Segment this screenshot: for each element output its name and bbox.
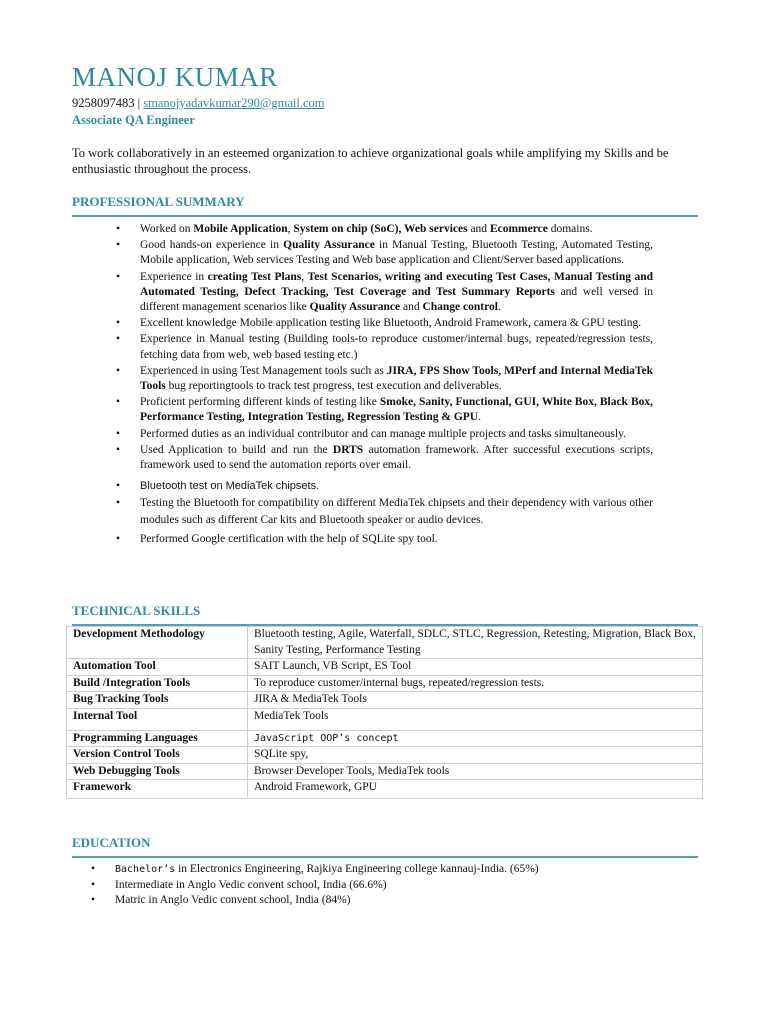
table-row [67,780,703,799]
skill-value: To reproduce customer/internal bugs, repeated/regression tests. [248,675,703,692]
bullet-icon: • [116,480,121,493]
summary-item [113,270,653,316]
text-run: , [301,270,308,283]
bullet-icon: • [116,317,121,330]
text-run: and well versed in different management scenarios like [140,285,653,314]
skills-table [66,626,703,799]
bullet-icon: • [91,878,96,891]
skill-value: JIRA & MediaTek Tools [248,692,703,709]
text-run: Ecommerce [489,223,548,235]
summary-item-text [140,238,653,268]
summary-item [113,532,653,547]
skill-value: Android Framework, GPU [248,780,703,799]
summary-item-text [140,316,653,331]
text-run: bug reportingtools to track test progress, test execution and deliverables. [165,380,502,393]
text-run: in Manual Testing, Bluetooth Testing, Automated Testing, Mobile application, Web services Testing and Web base application and Client/Server based applications. [140,239,653,267]
bullet-icon: • [91,894,96,906]
text-run: Worked on [140,223,194,235]
education-list [88,862,688,909]
summary-item-text [140,332,653,362]
skill-category: Build /Integration Tools [67,675,248,692]
text-run: Bachelor’s [115,864,176,875]
education-item-text [115,862,688,878]
section-divider [72,856,698,858]
summary-item-text [140,495,653,529]
text-run: in Electronics Engineering, Rajkiya Engineering college kannauj-India. (65%) [175,863,539,875]
text-run: DRTS [332,443,364,456]
text-run: Experience in [140,270,208,283]
text-run: Bluetooth test on MediaTek chipsets. [140,480,320,493]
summary-item-text [140,532,653,547]
text-run: Used Application to build and run the [140,443,333,456]
table-row [67,659,703,676]
summary-item-text [140,443,653,473]
education-item [88,893,688,909]
bullet-icon: • [116,333,121,346]
section-divider [72,215,698,217]
email-link[interactable]: smanojyadavkumar290@gmail.com [143,96,325,110]
summary-item-text [140,222,653,237]
skill-category: Development Methodology [67,627,248,659]
job-title: Associate QA Engineer [72,113,195,127]
summary-item [113,479,653,494]
text-run: Intermediate in Anglo Vedic convent school, India (66.6%) [115,878,387,891]
summary-list [113,222,653,548]
text-run: System on chip (SoC), Web services [293,223,468,235]
text-run: JIRA, FPS Show Tools, MPerf and Internal MediaTek Tools [140,364,654,393]
summary-item-text [140,427,653,442]
summary-item [113,222,653,237]
text-run: . [497,301,501,314]
table-row [67,692,703,709]
education-item-text [115,893,688,909]
table-row [67,763,703,780]
text-run: Change control [422,301,498,314]
bullet-icon: • [116,497,121,510]
text-run: Quality Assurance [309,301,401,314]
skill-category: Bug Tracking Tools [67,692,248,709]
bullet-icon: • [116,364,121,377]
text-run: , [287,223,294,235]
bullet-icon: • [116,223,121,235]
skill-category: Version Control Tools [67,747,248,764]
contact-line [72,96,325,111]
skill-category: Internal Tool [67,708,248,730]
text-run: automation framework. After successful executions scripts, framework used to send the automation reports over email. [140,443,653,472]
skill-value: JavaScript OOP’s concept [248,730,703,747]
text-run: and [400,301,423,314]
education-heading: EDUCATION [72,835,151,850]
phone-number: 9258097483 | [72,96,144,110]
bullet-icon: • [116,427,121,440]
summary-item [113,395,653,425]
text-run: Proficient performing different kinds of testing like [140,396,380,409]
skill-value: Bluetooth testing, Agile, Waterfall, SDLC, STLC, Regression, Retesting, Migration, Black Box, Sanity Testing, Performance Testing [248,627,703,659]
summary-item-text [140,270,653,316]
bullet-icon: • [116,239,121,252]
text-run: Mobile Application [193,223,288,235]
education-item [88,862,688,878]
skill-category: Programming Languages [67,730,248,747]
text-run: . [478,411,481,424]
table-row [67,708,703,730]
summary-item [113,364,653,394]
bullet-icon: • [91,863,96,875]
summary-item [113,443,653,473]
text-run: Testing the Bluetooth for compatibility on different MediaTek chipsets and their dependency with various other modules such as different Car kits and Bluetooth speaker or audio devices. [140,497,653,527]
summary-item-text [140,479,653,494]
objective-statement: To work collaboratively in an esteemed organization to achieve organizational goals while amplifying my Skills and be enthusiastic throughout the process. [72,146,669,176]
text-run: Matric in Anglo Vedic convent school, India (84%) [115,894,351,906]
text-run: domains. [547,223,593,235]
table-row [67,747,703,764]
skill-category: Framework [67,780,248,799]
bullet-icon: • [116,443,121,456]
skill-category: Web Debugging Tools [67,763,248,780]
technical-skills-heading: TECHNICAL SKILLS [72,603,201,618]
education-item-text [115,878,688,894]
bullet-icon: • [116,396,121,409]
text-run: Performed Google certification with the help of SQLite spy tool. [140,533,438,546]
professional-summary-heading: PROFESSIONAL SUMMARY [72,194,245,209]
text-run: Good hands-on experience in [140,239,284,252]
text-run: Smoke, Sanity, Functional, GUI, White Box, Black Box, Performance Testing, Integration Testing, Regression Testing & GPU [140,396,653,424]
summary-item [113,332,653,362]
education-item [88,878,688,894]
summary-item-text [140,364,653,394]
bullet-icon: • [116,533,121,546]
table-row [67,675,703,692]
summary-item [113,427,653,442]
text-run: Excellent knowledge Mobile application testing like Bluetooth, Android Framework, camera & GPU testing. [140,317,642,330]
text-run: and [467,223,490,235]
bullet-icon: • [116,270,121,283]
skill-category: Automation Tool [67,659,248,676]
summary-item-text [140,395,653,425]
skill-value: SQLite spy, [248,747,703,764]
summary-item [113,495,653,529]
skill-value: SAIT Launch, VB Script, ES Tool [248,659,703,676]
skill-value: Browser Developer Tools, MediaTek tools [248,763,703,780]
text-run: Test Scenarios, writing and executing Test Cases, Manual Testing and Automated Testing, Defect Tracking, Test Coverage and Test Summary Reports [140,270,654,298]
table-row [67,627,703,659]
skill-value: MediaTek Tools [248,708,703,730]
text-run: Experienced in using Test Management tools such as [140,364,387,377]
summary-item [113,316,653,331]
text-run: Quality Assurance [283,239,375,252]
table-row [67,730,703,747]
text-run: Experience in Manual testing (Building tools-to reproduce customer/internal bugs, repeated/regression tests, fetching data from web, web based testing etc.) [140,333,653,361]
text-run: Performed duties as an individual contributor and can manage multiple projects and tasks simultaneously. [140,427,626,440]
text-run: creating Test Plans [207,270,302,283]
candidate-name: MANOJ KUMAR [72,62,278,92]
summary-item [113,238,653,268]
